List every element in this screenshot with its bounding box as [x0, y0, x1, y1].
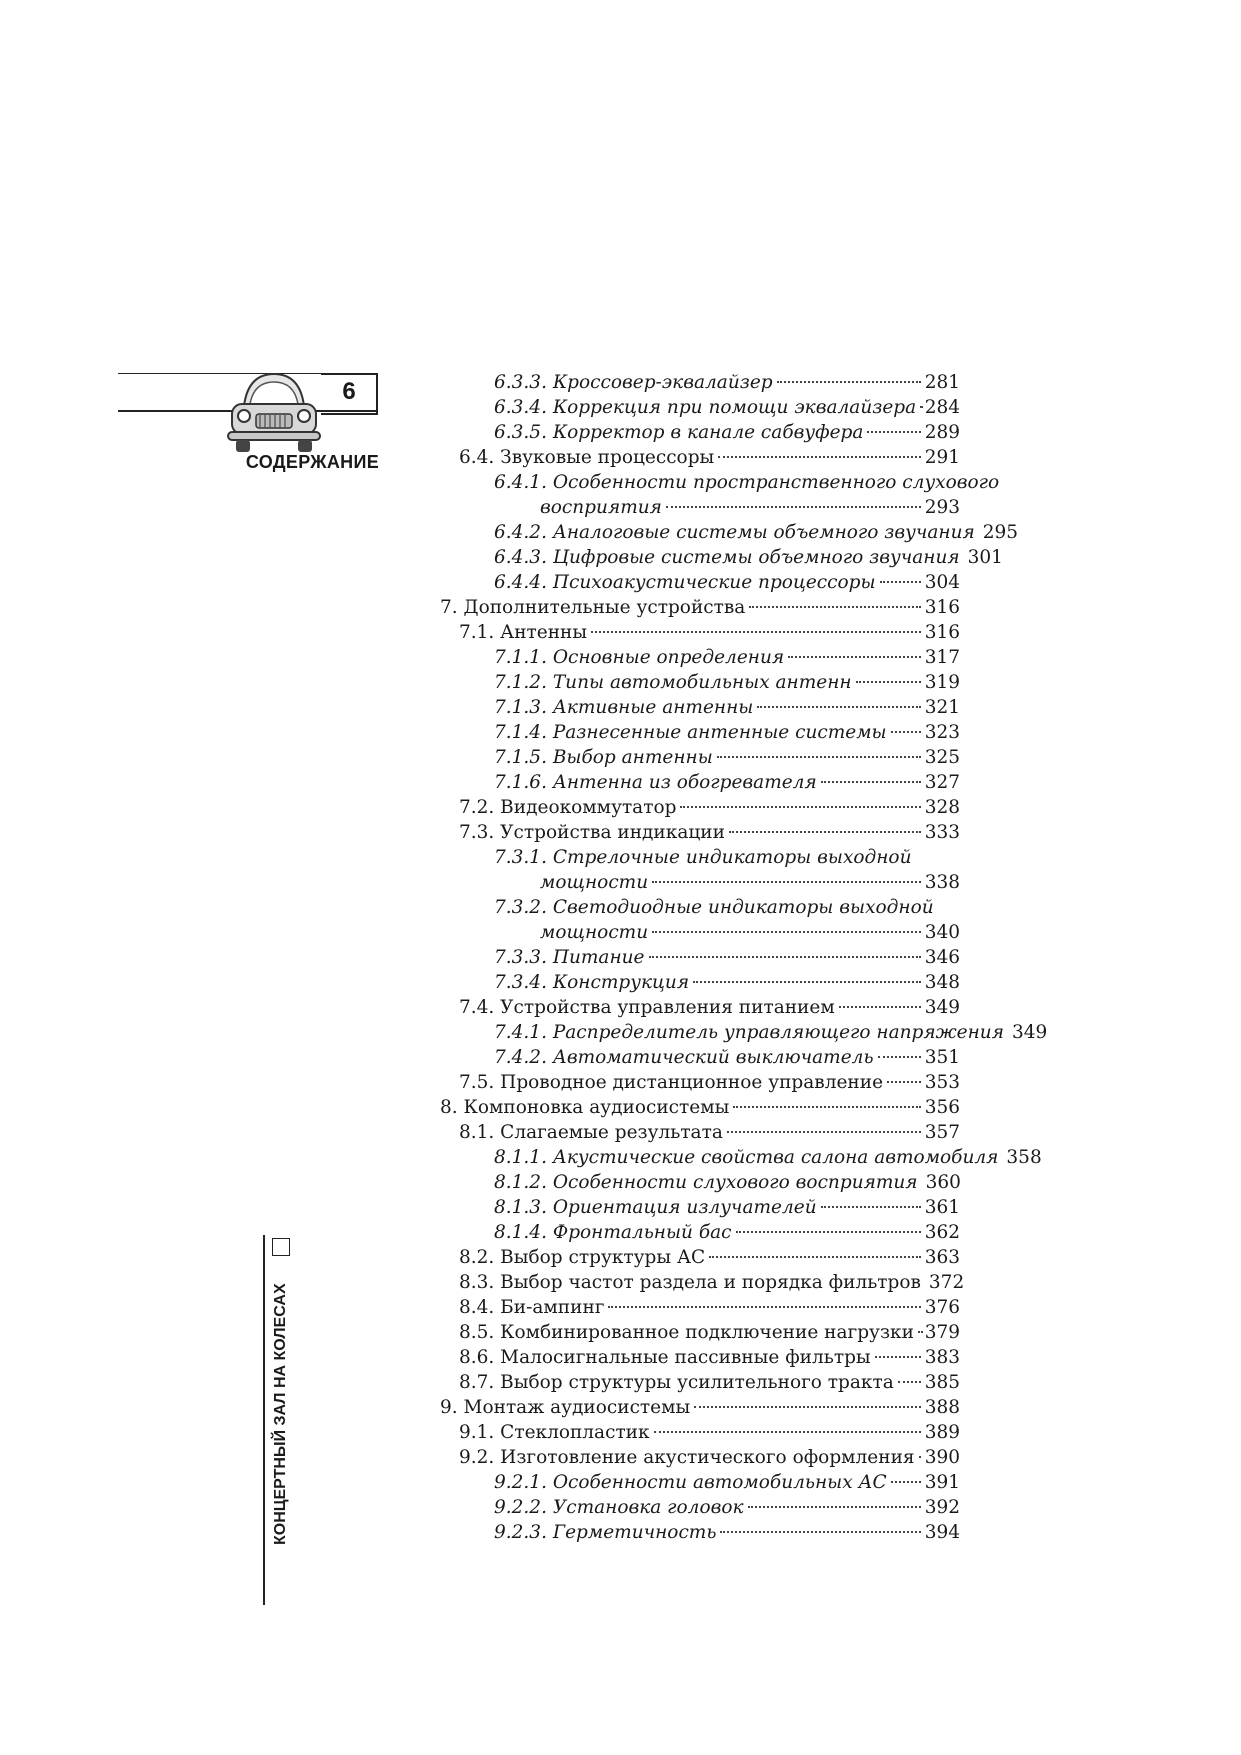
- toc-leader-dots: [729, 819, 921, 833]
- toc-entry[interactable]: [440, 470, 1000, 520]
- toc-entry[interactable]: [440, 845, 960, 895]
- toc-entry-title-continuation: восприятия: [540, 497, 662, 518]
- toc-entry-title: 8.3. Выбор частот раздела и порядка фильтров: [459, 1272, 921, 1293]
- toc-leader-dots: [920, 394, 921, 408]
- toc-entry[interactable]: [440, 995, 960, 1020]
- toc-entry-title: 7.3.4. Конструкция: [494, 972, 690, 993]
- toc-entry-title: 8.1.1. Акустические свойства салона автомобиля: [494, 1147, 999, 1168]
- toc-entry[interactable]: [440, 395, 960, 420]
- toc-entry[interactable]: [440, 1220, 960, 1245]
- toc-leader-dots: [749, 594, 920, 608]
- toc-entry[interactable]: [440, 1470, 960, 1495]
- toc-entry-title: 9.2.3. Герметичность: [494, 1522, 717, 1543]
- toc-entry-title: 9.2.1. Особенности автомобильных АС: [494, 1472, 887, 1493]
- toc-entry[interactable]: [440, 620, 960, 645]
- toc-entry-title: 6.3.5. Корректор в канале сабвуфера: [494, 422, 864, 443]
- toc-leader-dots: [839, 994, 921, 1008]
- toc-page-number: 357: [924, 1122, 960, 1143]
- toc-entry-title: 7.4.2. Автоматический выключатель: [494, 1047, 874, 1068]
- toc-leader-dots: [694, 1394, 920, 1408]
- toc-leader-dots: [887, 1069, 921, 1083]
- toc-leader-dots: [891, 719, 921, 733]
- toc-page-number: 284: [924, 397, 960, 418]
- toc-page-number: 281: [924, 372, 960, 393]
- toc-entry-title: 7.1.5. Выбор антенны: [494, 747, 713, 768]
- toc-page-number: 291: [924, 447, 960, 468]
- toc-entry[interactable]: [440, 445, 960, 470]
- toc-page-number: 316: [924, 622, 960, 643]
- toc-leader-dots: [878, 1044, 921, 1058]
- toc-page-number: 325: [924, 747, 960, 768]
- side-marker-box: [272, 1238, 290, 1256]
- toc-entry[interactable]: [440, 1320, 960, 1345]
- toc-page-number: 385: [924, 1372, 960, 1393]
- toc-entry[interactable]: [440, 1370, 960, 1395]
- toc-entry-title: 6.4.2. Аналоговые системы объемного звучания: [494, 522, 975, 543]
- toc-page-number: 358: [1006, 1147, 1042, 1168]
- toc-page-number: 349: [1011, 1022, 1048, 1043]
- toc-leader-dots: [727, 1119, 921, 1133]
- toc-leader-dots: [867, 419, 920, 433]
- toc-entry[interactable]: [440, 1420, 960, 1445]
- toc-page-number: 388: [924, 1397, 960, 1418]
- toc-leader-dots: [821, 1194, 921, 1208]
- toc-page-number: 348: [924, 972, 960, 993]
- toc-entry[interactable]: [440, 1145, 1042, 1170]
- toc-page-number: 379: [924, 1322, 960, 1343]
- toc-leader-dots: [898, 1369, 921, 1383]
- toc-page-number: 394: [924, 1522, 960, 1543]
- toc-entry[interactable]: [440, 595, 960, 620]
- toc-page-number: 319: [924, 672, 960, 693]
- toc-leader-dots: [717, 744, 921, 758]
- toc-entry-title: 7.1.4. Разнесенные антенные системы: [494, 722, 887, 743]
- toc-page-number: 338: [924, 872, 960, 893]
- toc-page-number: 361: [924, 1197, 960, 1218]
- toc-entry-title: 9.2.2. Установка головок: [494, 1497, 744, 1518]
- toc-leader-dots: [856, 669, 921, 683]
- toc-entry[interactable]: [440, 695, 960, 720]
- toc-leader-dots: [693, 969, 921, 983]
- toc-leader-dots: [709, 1244, 921, 1258]
- toc-entry[interactable]: [440, 1295, 960, 1320]
- toc-entry[interactable]: [440, 545, 1003, 570]
- toc-page-number: 316: [924, 597, 960, 618]
- toc-entry-title: 7.3.3. Питание: [494, 947, 645, 968]
- toc-entry-title: 8.4. Би-ампинг: [459, 1297, 605, 1318]
- toc-leader-dots: [608, 1294, 920, 1308]
- toc-entry-title: 7.3.1. Стрелочные индикаторы выходной: [494, 847, 912, 868]
- toc-leader-dots: [918, 1319, 921, 1333]
- toc-page-number: 372: [928, 1272, 965, 1293]
- toc-entry[interactable]: [440, 1170, 960, 1195]
- toc-entry-title-continuation: мощности: [540, 922, 649, 943]
- toc-leader-dots: [875, 1344, 921, 1358]
- toc-leader-dots: [757, 694, 920, 708]
- toc-entry[interactable]: [440, 1445, 960, 1470]
- toc-page-number: 323: [924, 722, 960, 743]
- toc-entry-title: 6.3.4. Коррекция при помощи эквалайзера: [494, 397, 917, 418]
- toc-entry-title: 7.3.2. Светодиодные индикаторы выходной: [494, 897, 934, 918]
- toc-entry-title: 8.7. Выбор структуры усилительного тракта: [459, 1372, 894, 1393]
- toc-entry[interactable]: [440, 1195, 960, 1220]
- toc-page-number: 333: [924, 822, 960, 843]
- toc-entry[interactable]: [440, 1045, 960, 1070]
- toc-entry-title: 7.1. Антенны: [459, 622, 588, 643]
- toc-leader-dots: [652, 869, 921, 883]
- toc-entry[interactable]: [440, 795, 960, 820]
- toc-entry[interactable]: [440, 945, 960, 970]
- toc-page-number: 340: [924, 922, 960, 943]
- toc-entry-title: 6.4.4. Психоакустические процессоры: [494, 572, 876, 593]
- toc-entry[interactable]: [440, 970, 960, 995]
- toc-page-number: 289: [924, 422, 960, 443]
- toc-leader-dots: [591, 619, 921, 633]
- toc-entry-title: 8. Компоновка аудиосистемы: [440, 1097, 730, 1118]
- toc-entry-title: 9.2. Изготовление акустического оформления: [459, 1447, 915, 1468]
- toc-page-number: 391: [924, 1472, 960, 1493]
- toc-entry-title: 6.4. Звуковые процессоры: [459, 447, 715, 468]
- toc-entry-title: 6.4.3. Цифровые системы объемного звучания: [494, 547, 960, 568]
- toc-leader-dots: [649, 944, 921, 958]
- side-book-title: КОНЦЕРТНЫЙ ЗАЛ НА КОЛЕСАХ: [272, 1283, 289, 1545]
- toc-leader-dots: [680, 794, 920, 808]
- toc-page-number: 301: [967, 547, 1003, 568]
- toc-entry[interactable]: [440, 1070, 960, 1095]
- toc-entry-title: 6.3.3. Кроссовер-эквалайзер: [494, 372, 773, 393]
- toc-page-number: 389: [924, 1422, 960, 1443]
- toc-entry-title: 8.1.2. Особенности слухового восприятия: [494, 1172, 918, 1193]
- toc-leader-dots: [720, 1519, 920, 1533]
- toc-leader-dots: [654, 1419, 921, 1433]
- toc-page-number: 392: [924, 1497, 960, 1518]
- toc-entry-title: 7.1.3. Активные антенны: [494, 697, 754, 718]
- toc-entry[interactable]: [440, 820, 960, 845]
- toc-entry-title: 9.1. Стеклопластик: [459, 1422, 650, 1443]
- toc-entry-title: 7.4. Устройства управления питанием: [459, 997, 835, 1018]
- toc-entry[interactable]: [440, 1270, 965, 1295]
- toc-page-number: 356: [924, 1097, 960, 1118]
- toc-entry-title: 8.2. Выбор структуры АС: [459, 1247, 706, 1268]
- toc-entry[interactable]: [440, 1345, 960, 1370]
- toc-entry[interactable]: [440, 1120, 960, 1145]
- toc-leader-dots: [919, 1444, 921, 1458]
- toc-entry-title: 7.3. Устройства индикации: [459, 822, 725, 843]
- toc-page-number: 362: [924, 1222, 960, 1243]
- toc-entry-title: 7.5. Проводное дистанционное управление: [459, 1072, 884, 1093]
- toc-entry[interactable]: [440, 520, 1019, 545]
- toc-page-number: 349: [924, 997, 960, 1018]
- toc-entry-title: 7.1.6. Антенна из обогревателя: [494, 772, 817, 793]
- toc-page-number: 346: [924, 947, 960, 968]
- toc-entry[interactable]: [440, 745, 960, 770]
- toc-leader-dots: [891, 1469, 921, 1483]
- toc-leader-dots: [777, 369, 921, 383]
- toc-page-number: 383: [924, 1347, 960, 1368]
- section-title: СОДЕРЖАНИЕ: [245, 452, 379, 472]
- toc-entry-title: 7.4.1. Распределитель управляющего напряжения: [494, 1022, 1004, 1043]
- toc-entry[interactable]: [440, 770, 960, 795]
- table-of-contents: [440, 370, 1048, 1545]
- toc-entry[interactable]: [440, 645, 960, 670]
- toc-page-number: 328: [924, 797, 960, 818]
- toc-page-number: 353: [924, 1072, 960, 1093]
- toc-leader-dots: [652, 919, 921, 933]
- toc-entry-title: 7.1.1. Основные определения: [494, 647, 785, 668]
- toc-leader-dots: [733, 1094, 920, 1108]
- toc-page-number: 376: [924, 1297, 960, 1318]
- toc-entry[interactable]: [440, 1395, 960, 1420]
- toc-entry-title: 8.1. Слагаемые результата: [459, 1122, 723, 1143]
- toc-entry[interactable]: [440, 370, 960, 395]
- toc-entry-title: 7.1.2. Типы автомобильных антенн: [494, 672, 852, 693]
- toc-leader-dots: [821, 769, 921, 783]
- page-number: 6: [342, 378, 356, 405]
- toc-leader-dots: [718, 444, 920, 458]
- toc-entry[interactable]: [440, 420, 960, 445]
- toc-leader-dots: [788, 644, 921, 658]
- toc-leader-dots: [748, 1494, 921, 1508]
- toc-leader-dots: [736, 1219, 921, 1233]
- toc-page-number: 360: [925, 1172, 961, 1193]
- toc-entry[interactable]: [440, 720, 960, 745]
- side-rule: [263, 1235, 265, 1605]
- toc-page-number: 351: [924, 1047, 960, 1068]
- toc-leader-dots: [666, 494, 921, 508]
- toc-page-number: 363: [924, 1247, 960, 1268]
- car-illustration: [222, 366, 326, 458]
- toc-entry-title: 7.2. Видеокоммутатор: [459, 797, 677, 818]
- toc-entry-title: 8.5. Комбинированное подключение нагрузки: [459, 1322, 914, 1343]
- toc-entry[interactable]: [440, 1095, 960, 1120]
- toc-entry-title: 8.6. Малосигнальные пассивные фильтры: [459, 1347, 871, 1368]
- toc-entry[interactable]: [440, 670, 960, 695]
- toc-page-number: 295: [982, 522, 1019, 543]
- toc-entry[interactable]: [440, 895, 960, 945]
- toc-page-number: 321: [924, 697, 960, 718]
- toc-page-number: 304: [924, 572, 960, 593]
- toc-page-number: 327: [924, 772, 960, 793]
- toc-entry-title-continuation: мощности: [540, 872, 649, 893]
- toc-entry[interactable]: [440, 570, 960, 595]
- toc-entry-title: 7. Дополнительные устройства: [440, 597, 746, 618]
- toc-entry-title: 8.1.4. Фронтальный бас: [494, 1222, 732, 1243]
- toc-entry[interactable]: [440, 1020, 1048, 1045]
- toc-page-number: 317: [924, 647, 960, 668]
- toc-entry[interactable]: [440, 1495, 960, 1520]
- toc-entry-title: 8.1.3. Ориентация излучателей: [494, 1197, 817, 1218]
- toc-page-number: 293: [924, 497, 960, 518]
- toc-entry-title: 6.4.1. Особенности пространственного слухового: [494, 472, 1000, 493]
- toc-entry-title: 9. Монтаж аудиосистемы: [440, 1397, 691, 1418]
- toc-entry[interactable]: [440, 1245, 960, 1270]
- toc-page-number: 390: [924, 1447, 960, 1468]
- toc-entry[interactable]: [440, 1520, 960, 1545]
- toc-leader-dots: [880, 569, 921, 583]
